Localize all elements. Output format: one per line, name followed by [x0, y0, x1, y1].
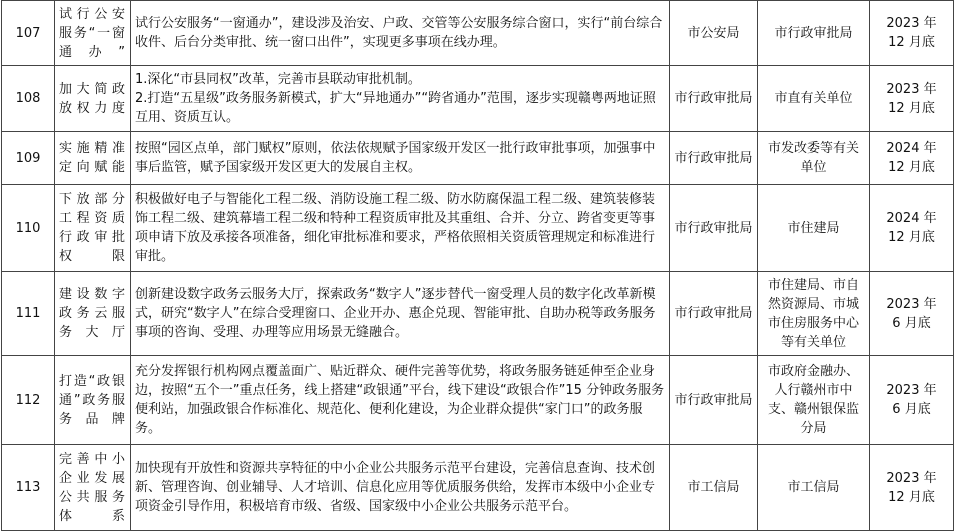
table-row-108 [2, 66, 954, 132]
deadline [870, 356, 954, 445]
deadline-month: 12 月底 [888, 160, 935, 175]
lead-unit: 市工信局 [670, 445, 758, 531]
task-name: 加大简政放权力度 [55, 66, 131, 132]
row-number: 113 [2, 445, 55, 531]
deadline [870, 445, 954, 531]
deadline-year: 2024 年 [886, 141, 937, 156]
deadline-month: 6 月底 [892, 402, 931, 417]
task-content: 试行公安服务“一窗通办”，建设涉及治安、户政、交管等公安服务综合窗口，实行“前台综合收件、后台分类审批、统一窗口出件”，实现更多事项在线办理。 [131, 1, 670, 66]
lead-unit: 市行政审批局 [670, 272, 758, 356]
table-row-107 [2, 1, 954, 66]
deadline [870, 66, 954, 132]
cooperating-unit: 市发改委等有关单位 [758, 132, 870, 185]
deadline-month: 12 月底 [888, 35, 935, 50]
row-number: 109 [2, 132, 55, 185]
table-row-111 [2, 272, 954, 356]
task-name: 打造“政银通”政务服务品牌 [55, 356, 131, 445]
lead-unit: 市行政审批局 [670, 356, 758, 445]
task-content: 积极做好电子与智能化工程二级、消防设施工程二级、防水防腐保温工程二级、建筑装修装饰工程二级、建筑幕墙工程二级和特种工程资质审批及其重组、合并、分立、跨省变更等事项申请下放及承接各项准备，细化审批标准和要求，严格依照相关资质管理规定和标准进行审批。 [131, 185, 670, 272]
cooperating-unit: 市住建局 [758, 185, 870, 272]
deadline-month: 12 月底 [888, 100, 935, 116]
deadline-year: 2023 年 [886, 470, 937, 486]
task-table [1, 0, 954, 531]
cooperating-unit: 市行政审批局 [758, 1, 870, 66]
deadline-year: 2023 年 [886, 296, 937, 312]
table-row-112 [2, 356, 954, 445]
row-number: 107 [2, 1, 55, 66]
deadline [870, 185, 954, 272]
task-content: 充分发挥银行机构网点覆盖面广、贴近群众、硬件完善等优势，将政务服务链延伸至企业身边，按照“五个一”重点任务，线上搭建“政银通”平台，线下建设“政银合作”15 分钟政务服务便利站，加强政银合作标准化、规范化、便利化建设，为企业群众提供“家门口”的政务服务。 [131, 356, 670, 445]
task-content: 按照“园区点单，部门赋权”原则，依法依规赋予国家级开发区一批行政审批事项，加强事中事后监管，赋予国家级开发区更大的发展自主权。 [131, 132, 670, 185]
task-name: 实施精准定向赋能 [55, 132, 131, 185]
task-name: 建设数字政务云服务大厅 [55, 272, 131, 356]
deadline [870, 1, 954, 66]
deadline-month: 6 月底 [892, 315, 931, 331]
cooperating-unit: 市住建局、市自然资源局、市城市住房服务中心等有关单位 [758, 272, 870, 356]
cooperating-unit: 市政府金融办、人行赣州市中支、赣州银保监分局 [758, 356, 870, 445]
task-content: 创新建设数字政务云服务大厅，探索政务“数字人”逐步替代一窗受理人员的数字化改革新模式，研究“数字人”在综合受理窗口、企业开办、惠企兑现、智能审批、自助办税等政务服务事项的咨询、受理、办理等应用场景无缝融合。 [131, 272, 670, 356]
lead-unit: 市行政审批局 [670, 185, 758, 272]
table-row-109 [2, 132, 954, 185]
cooperating-unit: 市直有关单位 [758, 66, 870, 132]
task-name: 完善中小企业发展公共服务体系 [55, 445, 131, 531]
deadline-year: 2023 年 [886, 81, 937, 97]
table-row-110 [2, 185, 954, 272]
row-number: 110 [2, 185, 55, 272]
row-number: 111 [2, 272, 55, 356]
task-name: 下放部分工程资质行政审批权限 [55, 185, 131, 272]
deadline-year: 2024 年 [886, 211, 937, 226]
deadline-year: 2023 年 [886, 383, 937, 398]
task-content [131, 66, 670, 132]
row-number: 108 [2, 66, 55, 132]
task-content: 加快现有开放性和资源共享特征的中小企业公共服务示范平台建设，完善信息查询、技术创新、管理咨询、创业辅导、人才培训、信息化应用等优质服务供给，发挥市本级中小企业专项资金引导作用，积极培育市级、省级、国家级中小企业公共服务示范平台。 [131, 445, 670, 531]
lead-unit: 市行政审批局 [670, 66, 758, 132]
deadline-month: 12 月底 [888, 230, 935, 245]
deadline-year: 2023 年 [886, 16, 937, 31]
task-name: 试行公安服务“一窗通办” [55, 1, 131, 66]
lead-unit: 市公安局 [670, 1, 758, 66]
deadline [870, 272, 954, 356]
deadline [870, 132, 954, 185]
content-line-1: 1.深化“市县同权”改革，完善市县联动审批机制。 [135, 72, 421, 87]
content-line-2: 2.打造“五星级”政务服务新模式，扩大“异地通办”“跨省通办”范围，逐步实现赣粤两地证照互用、资质互认。 [135, 91, 656, 125]
row-number: 112 [2, 356, 55, 445]
table-row-113 [2, 445, 954, 531]
deadline-month: 12 月底 [888, 489, 935, 505]
cooperating-unit: 市工信局 [758, 445, 870, 531]
lead-unit: 市行政审批局 [670, 132, 758, 185]
